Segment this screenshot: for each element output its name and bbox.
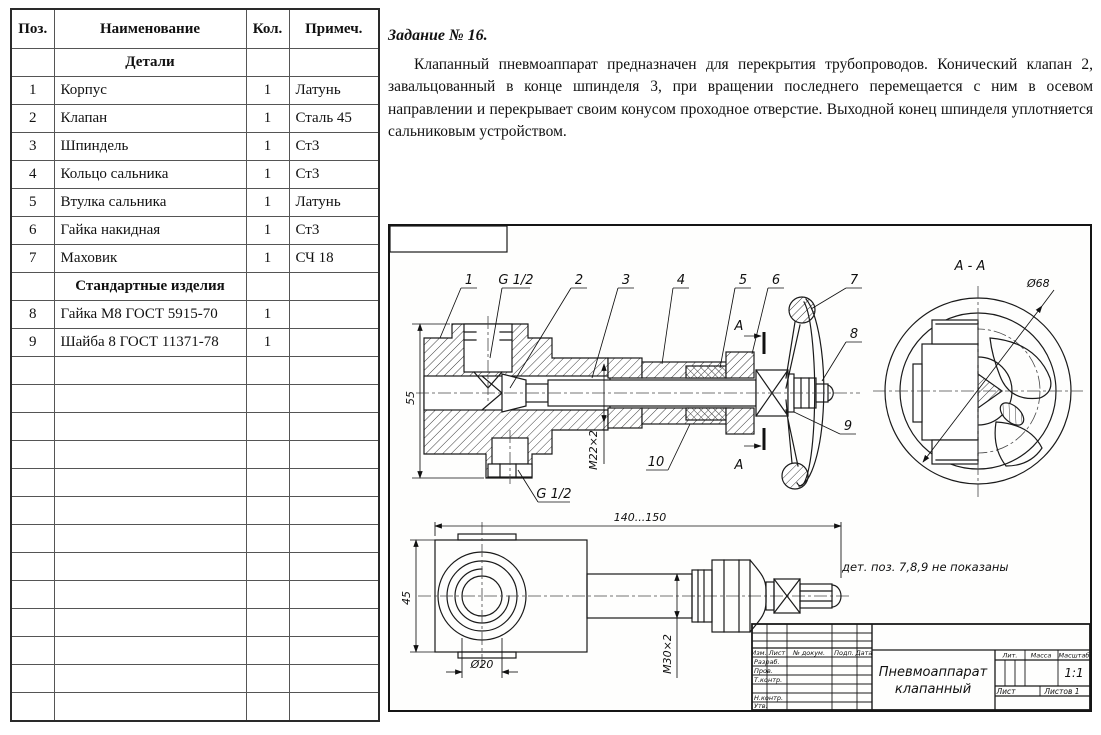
- qty-cell: [246, 581, 289, 609]
- pos-cell: 7: [11, 245, 54, 273]
- note-cell: Ст3: [289, 217, 379, 245]
- empty-row: [11, 497, 379, 525]
- empty-row: [11, 665, 379, 693]
- main-section-view: [404, 273, 862, 502]
- note-cell: [289, 665, 379, 693]
- name-cell: [54, 497, 246, 525]
- empty-row: [11, 581, 379, 609]
- empty-row: [11, 357, 379, 385]
- qty-cell: 1: [246, 77, 289, 105]
- sheet-stamp-box: [390, 226, 507, 252]
- qty-cell: 1: [246, 161, 289, 189]
- name-cell: Корпус: [54, 77, 246, 105]
- empty-row: [11, 469, 379, 497]
- parts-row: [11, 189, 379, 217]
- pos-cell: 9: [11, 329, 54, 357]
- qty-cell: [246, 497, 289, 525]
- qty-cell: [246, 693, 289, 722]
- note-cell: [289, 441, 379, 469]
- name-cell: [54, 413, 246, 441]
- callout-9: 9: [843, 419, 853, 434]
- wheel-rim-top: [789, 297, 815, 323]
- name-cell: Шайба 8 ГОСТ 11371-78: [54, 329, 246, 357]
- empty-row: [11, 413, 379, 441]
- pos-cell: 8: [11, 301, 54, 329]
- parts-row: [11, 133, 379, 161]
- note-cell: СЧ 18: [289, 245, 379, 273]
- union-nut-bottom: [726, 408, 754, 434]
- front-view: [400, 511, 1009, 678]
- tb-sheets-label: Листов 1: [1044, 687, 1080, 696]
- callout-7: 7: [849, 273, 859, 288]
- section-aa-view: [873, 259, 1083, 498]
- tb-title-line2: клапанный: [894, 682, 972, 697]
- note-cell: [289, 357, 379, 385]
- qty-cell: 1: [246, 329, 289, 357]
- title-block: [751, 624, 1090, 710]
- union-nut-top: [726, 352, 754, 378]
- name-cell: [54, 469, 246, 497]
- callout-6: 6: [771, 273, 781, 288]
- name-cell: [54, 441, 246, 469]
- col-header-qty: Кол.: [246, 9, 289, 49]
- pos-cell: 6: [11, 217, 54, 245]
- pos-cell: [11, 497, 54, 525]
- empty-row: [11, 441, 379, 469]
- pos-cell: 1: [11, 77, 54, 105]
- svg-text:45: 45: [400, 591, 413, 605]
- svg-text:М22×2: М22×2: [587, 430, 600, 470]
- pos-cell: [11, 385, 54, 413]
- cut-letter-top: А: [734, 319, 744, 334]
- name-cell: Втулка сальника: [54, 189, 246, 217]
- name-cell: [54, 553, 246, 581]
- qty-cell: [246, 609, 289, 637]
- wheel-rim-bottom: [782, 463, 808, 489]
- pos-cell: [11, 469, 54, 497]
- note-cell: Латунь: [289, 77, 379, 105]
- qty-cell: [246, 637, 289, 665]
- tb-col-podp: Подп.: [834, 649, 854, 657]
- callout-1: 1: [464, 273, 474, 288]
- assembly-drawing: [390, 226, 1090, 710]
- parts-row: [11, 217, 379, 245]
- note-cell: [289, 385, 379, 413]
- thread-label-bottom: G 1/2: [536, 487, 572, 502]
- dim-dia68: Ø68: [1027, 277, 1050, 290]
- parts-row: [11, 301, 379, 329]
- pos-cell: [11, 553, 54, 581]
- col-header-pos: Поз.: [11, 9, 54, 49]
- pos-cell: 5: [11, 189, 54, 217]
- empty-row: [11, 609, 379, 637]
- empty-row: [11, 637, 379, 665]
- note-cell: [289, 525, 379, 553]
- name-cell: [54, 385, 246, 413]
- note-cell: [289, 329, 379, 357]
- pos-cell: [11, 273, 54, 301]
- parts-row: [11, 105, 379, 133]
- note-cell: [289, 469, 379, 497]
- pos-cell: [11, 441, 54, 469]
- tb-col-izm: Изм.: [751, 649, 767, 657]
- packing-bottom: [686, 408, 726, 420]
- dim-m30: [661, 574, 677, 678]
- qty-cell: 1: [246, 189, 289, 217]
- note-cell: Ст3: [289, 133, 379, 161]
- note-cell: [289, 497, 379, 525]
- name-cell: [54, 665, 246, 693]
- name-cell: Шпиндель: [54, 133, 246, 161]
- thread-label-top: G 1/2: [498, 273, 534, 288]
- name-cell: Маховик: [54, 245, 246, 273]
- tb-row-prov: Пров.: [754, 667, 773, 675]
- svg-text:Ø20: Ø20: [470, 658, 494, 671]
- pos-cell: [11, 413, 54, 441]
- col-header-name: Наименование: [54, 9, 246, 49]
- qty-cell: [246, 49, 289, 77]
- tb-row-nkontr: Н.контр.: [754, 694, 784, 702]
- tb-col-list: Лист: [768, 649, 786, 657]
- drawing-note: дет. поз. 7,8,9 не показаны: [842, 560, 1009, 574]
- qty-cell: 1: [246, 105, 289, 133]
- pos-cell: [11, 581, 54, 609]
- svg-text:М30×2: М30×2: [661, 634, 674, 674]
- empty-row: [11, 693, 379, 722]
- tb-lit-label: Лит.: [1002, 651, 1018, 660]
- pos-cell: 2: [11, 105, 54, 133]
- parts-row: [11, 245, 379, 273]
- qty-cell: 1: [246, 245, 289, 273]
- section-title-cell: Стандартные изделия: [54, 273, 246, 301]
- note-cell: [289, 49, 379, 77]
- tb-scale-value: 1:1: [1064, 666, 1084, 680]
- note-cell: [289, 301, 379, 329]
- tb-row-tkontr: Т.контр.: [754, 676, 783, 684]
- note-cell: [289, 693, 379, 722]
- note-cell: Латунь: [289, 189, 379, 217]
- name-cell: [54, 581, 246, 609]
- cut-letter-bottom: А: [734, 458, 744, 473]
- pos-cell: [11, 357, 54, 385]
- name-cell: Гайка накидная: [54, 217, 246, 245]
- section-title-cell: Детали: [54, 49, 246, 77]
- qty-cell: [246, 525, 289, 553]
- note-cell: Сталь 45: [289, 105, 379, 133]
- callout-2: 2: [574, 273, 584, 288]
- empty-row: [11, 525, 379, 553]
- parts-row: [11, 161, 379, 189]
- tb-mass-label: Масса: [1030, 651, 1052, 660]
- note-cell: [289, 413, 379, 441]
- note-cell: [289, 553, 379, 581]
- svg-text:140...150: 140...150: [613, 511, 667, 524]
- bonnet-top-wall: [608, 358, 642, 378]
- pos-cell: 3: [11, 133, 54, 161]
- note-cell: [289, 273, 379, 301]
- note-cell: Ст3: [289, 161, 379, 189]
- tb-row-utv: Утв.: [754, 702, 768, 710]
- qty-cell: [246, 553, 289, 581]
- name-cell: [54, 693, 246, 722]
- qty-cell: [246, 441, 289, 469]
- callout-3: 3: [621, 273, 631, 288]
- parts-row: [11, 77, 379, 105]
- pos-cell: 4: [11, 161, 54, 189]
- svg-text:55: 55: [404, 391, 417, 405]
- callout-5: 5: [738, 273, 748, 288]
- qty-cell: [246, 385, 289, 413]
- task-title: Задание № 16.: [388, 27, 488, 44]
- qty-cell: 1: [246, 133, 289, 161]
- name-cell: Гайка М8 ГОСТ 5915-70: [54, 301, 246, 329]
- parts-table: [10, 8, 380, 722]
- task-description: Клапанный пневмоаппарат предназначен для перекрытия трубопроводов. Конический клапан 2, завальцованный в конце шпинделя 3, при вращении последнего перемещается с ним в осевом направлении и перекрывает своим конусом проходное отверстие. Выходной конец шпинделя уплотняется сальниковым устройством.: [388, 56, 1093, 141]
- tb-title-line1: Пневмоаппарат: [878, 665, 988, 680]
- parts-table-body: [11, 49, 379, 722]
- qty-cell: [246, 469, 289, 497]
- pos-cell: [11, 609, 54, 637]
- task-panel: [388, 0, 1093, 144]
- callout-8: 8: [849, 327, 859, 342]
- parts-row: [11, 329, 379, 357]
- drawing-frame: [388, 224, 1092, 712]
- bonnet-bottom-wall: [608, 408, 642, 428]
- qty-cell: [246, 413, 289, 441]
- name-cell: Кольцо сальника: [54, 161, 246, 189]
- note-cell: [289, 637, 379, 665]
- pos-cell: [11, 637, 54, 665]
- name-cell: Клапан: [54, 105, 246, 133]
- tb-row-razrab: Разраб.: [754, 658, 780, 666]
- section-view-title: А - А: [954, 259, 986, 274]
- parts-section-row: [11, 273, 379, 301]
- parts-section-row: [11, 49, 379, 77]
- body-silhouette: [922, 344, 978, 440]
- pos-cell: [11, 525, 54, 553]
- parts-table-header-row: [11, 9, 379, 49]
- qty-cell: [246, 273, 289, 301]
- note-cell: [289, 581, 379, 609]
- col-header-note: Примеч.: [289, 9, 379, 49]
- name-cell: [54, 609, 246, 637]
- qty-cell: 1: [246, 217, 289, 245]
- pos-cell: [11, 693, 54, 722]
- pos-cell: [11, 665, 54, 693]
- qty-cell: [246, 357, 289, 385]
- pos-cell: [11, 49, 54, 77]
- qty-cell: 1: [246, 301, 289, 329]
- qty-cell: [246, 665, 289, 693]
- tb-col-data: Дата: [855, 649, 873, 657]
- note-cell: [289, 609, 379, 637]
- callout-10: 10: [647, 455, 665, 470]
- name-cell: [54, 637, 246, 665]
- tb-scale-label: Масштаб: [1058, 651, 1090, 660]
- empty-row: [11, 385, 379, 413]
- callout-4: 4: [676, 273, 686, 288]
- dim-length: [435, 511, 841, 578]
- name-cell: [54, 525, 246, 553]
- empty-row: [11, 553, 379, 581]
- tb-col-docnum: № докум.: [792, 649, 826, 657]
- tb-sheet-label: Лист: [996, 687, 1016, 696]
- name-cell: [54, 357, 246, 385]
